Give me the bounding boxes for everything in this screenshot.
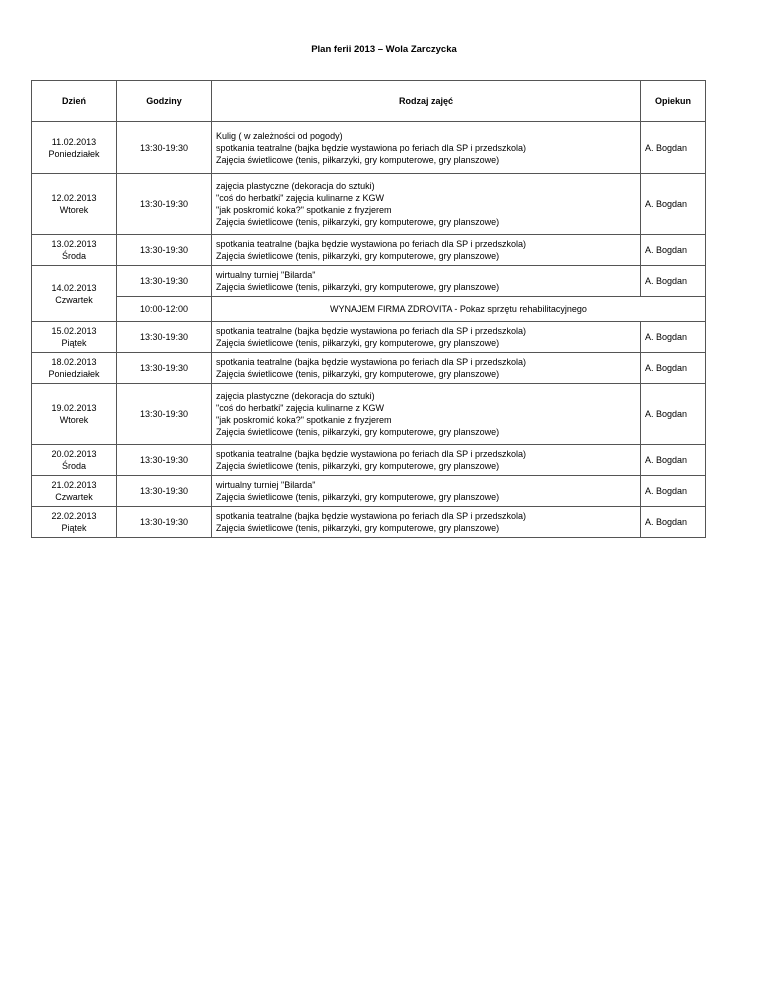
activity-cell <box>212 266 641 297</box>
tutor-cell: A. Bogdan <box>641 235 706 266</box>
tutor-cell: A. Bogdan <box>641 507 706 538</box>
day-date: 22.02.2013 <box>51 511 97 521</box>
day-weekday: Czwartek <box>55 492 93 502</box>
day-weekday: Piątek <box>61 338 87 348</box>
rental-note: WYNAJEM FIRMA ZDROVITA - Pokaz sprzętu rehabilitacyjnego <box>212 297 706 322</box>
day-date: 14.02.2013 <box>51 282 97 293</box>
activity-line: zajęcia plastyczne (dekoracja do sztuki) <box>216 391 375 401</box>
tutor-cell: A. Bogdan <box>641 384 706 445</box>
activity-cell <box>212 322 641 353</box>
table-row <box>32 507 706 538</box>
day-date: 20.02.2013 <box>51 449 97 459</box>
header-hours: Godziny <box>117 81 212 122</box>
table-row <box>32 174 706 235</box>
activity-line: Zajęcia świetlicowe (tenis, piłkarzyki, gry komputerowe, gry planszowe) <box>216 154 500 165</box>
schedule-table <box>31 80 706 538</box>
tutor-cell: A. Bogdan <box>641 174 706 235</box>
activity-line: Zajęcia świetlicowe (tenis, piłkarzyki, gry komputerowe, gry planszowe) <box>216 282 500 292</box>
activity-line: "jak poskromić koka?" spotkanie z fryzjerem <box>216 205 392 215</box>
activity-line: spotkania teatralne (bajka będzie wystawiona po feriach dla SP i przedszkola) <box>216 357 527 367</box>
page-title: Plan ferii 2013 – Wola Zarczycka <box>311 44 457 55</box>
day-cell <box>32 266 117 322</box>
day-weekday: Poniedziałek <box>48 148 100 159</box>
tutor-cell: A. Bogdan <box>641 322 706 353</box>
day-cell <box>32 353 117 384</box>
hours-cell: 13:30-19:30 <box>117 476 212 507</box>
activity-line: spotkania teatralne (bajka będzie wystawiona po feriach dla SP i przedszkola) <box>216 511 527 521</box>
header-tutor: Opiekun <box>641 81 706 122</box>
activity-line: Zajęcia świetlicowe (tenis, piłkarzyki, gry komputerowe, gry planszowe) <box>216 338 500 348</box>
activity-cell <box>212 353 641 384</box>
tutor-cell: A. Bogdan <box>641 445 706 476</box>
day-date: 21.02.2013 <box>51 480 97 490</box>
day-cell <box>32 476 117 507</box>
table-row <box>32 235 706 266</box>
table-row <box>32 122 706 174</box>
tutor-cell: A. Bogdan <box>641 122 706 174</box>
header-day: Dzień <box>32 81 117 122</box>
table-row <box>32 384 706 445</box>
tutor-cell: A. Bogdan <box>641 353 706 384</box>
activity-line: Zajęcia świetlicowe (tenis, piłkarzyki, gry komputerowe, gry planszowe) <box>216 217 500 227</box>
activity-cell <box>212 122 641 174</box>
day-cell <box>32 384 117 445</box>
day-date: 15.02.2013 <box>51 326 97 336</box>
activity-line: Kulig ( w zależności od pogody) <box>216 130 343 141</box>
activity-line: Zajęcia świetlicowe (tenis, piłkarzyki, gry komputerowe, gry planszowe) <box>216 251 500 261</box>
schedule-body <box>32 81 706 538</box>
day-date: 13.02.2013 <box>51 239 97 249</box>
activity-line: spotkania teatralne (bajka będzie wystawiona po feriach dla SP i przedszkola) <box>216 142 527 153</box>
hours-cell: 13:30-19:30 <box>117 235 212 266</box>
hours-cell: 13:30-19:30 <box>117 174 212 235</box>
table-row <box>32 297 706 322</box>
day-weekday: Środa <box>61 251 87 261</box>
day-weekday: Piątek <box>61 523 87 533</box>
hours-cell: 13:30-19:30 <box>117 353 212 384</box>
activity-line: "jak poskromić koka?" spotkanie z fryzjerem <box>216 415 392 425</box>
activity-cell <box>212 235 641 266</box>
day-cell <box>32 507 117 538</box>
table-row <box>32 322 706 353</box>
activity-line: Zajęcia świetlicowe (tenis, piłkarzyki, gry komputerowe, gry planszowe) <box>216 369 500 379</box>
activity-line: spotkania teatralne (bajka będzie wystawiona po feriach dla SP i przedszkola) <box>216 449 527 459</box>
table-row <box>32 445 706 476</box>
day-cell <box>32 322 117 353</box>
header-row <box>32 81 706 122</box>
hours-cell: 13:30-19:30 <box>117 507 212 538</box>
activity-cell <box>212 445 641 476</box>
day-cell <box>32 174 117 235</box>
table-row <box>32 476 706 507</box>
day-cell <box>32 122 117 174</box>
day-weekday: Czwartek <box>55 294 93 305</box>
hours-cell: 10:00-12:00 <box>117 297 212 322</box>
day-date: 11.02.2013 <box>51 136 97 147</box>
activity-line: Zajęcia świetlicowe (tenis, piłkarzyki, gry komputerowe, gry planszowe) <box>216 427 500 437</box>
tutor-cell: A. Bogdan <box>641 476 706 507</box>
day-weekday: Środa <box>61 461 87 471</box>
activity-line: Zajęcia świetlicowe (tenis, piłkarzyki, gry komputerowe, gry planszowe) <box>216 461 500 471</box>
activity-cell <box>212 476 641 507</box>
day-cell <box>32 235 117 266</box>
activity-line: Zajęcia świetlicowe (tenis, piłkarzyki, gry komputerowe, gry planszowe) <box>216 492 500 502</box>
activity-line: spotkania teatralne (bajka będzie wystawiona po feriach dla SP i przedszkola) <box>216 239 527 249</box>
hours-cell: 13:30-19:30 <box>117 322 212 353</box>
header-activity: Rodzaj zajęć <box>212 81 641 122</box>
hours-cell: 13:30-19:30 <box>117 266 212 297</box>
activity-line: Zajęcia świetlicowe (tenis, piłkarzyki, gry komputerowe, gry planszowe) <box>216 523 500 533</box>
tutor-cell: A. Bogdan <box>641 266 706 297</box>
activity-cell <box>212 507 641 538</box>
activity-line: zajęcia plastyczne (dekoracja do sztuki) <box>216 181 375 191</box>
day-weekday: Wtorek <box>59 415 89 425</box>
table-row <box>32 266 706 297</box>
hours-cell: 13:30-19:30 <box>117 384 212 445</box>
day-date: 19.02.2013 <box>51 403 97 413</box>
activity-cell <box>212 384 641 445</box>
activity-line: spotkania teatralne (bajka będzie wystawiona po feriach dla SP i przedszkola) <box>216 326 527 336</box>
day-weekday: Wtorek <box>59 205 89 215</box>
table-row <box>32 353 706 384</box>
hours-cell: 13:30-19:30 <box>117 122 212 174</box>
day-weekday: Poniedziałek <box>48 369 100 379</box>
activity-line: "coś do herbatki" zajęcia kulinarne z KGW <box>216 193 384 203</box>
activity-line: wirtualny turniej "Bilarda" <box>216 480 316 490</box>
activity-line: wirtualny turniej "Bilarda" <box>216 270 316 280</box>
day-date: 18.02.2013 <box>51 357 97 367</box>
day-date: 12.02.2013 <box>51 193 97 203</box>
activity-line: "coś do herbatki" zajęcia kulinarne z KGW <box>216 403 384 413</box>
activity-cell <box>212 174 641 235</box>
day-cell <box>32 445 117 476</box>
hours-cell: 13:30-19:30 <box>117 445 212 476</box>
